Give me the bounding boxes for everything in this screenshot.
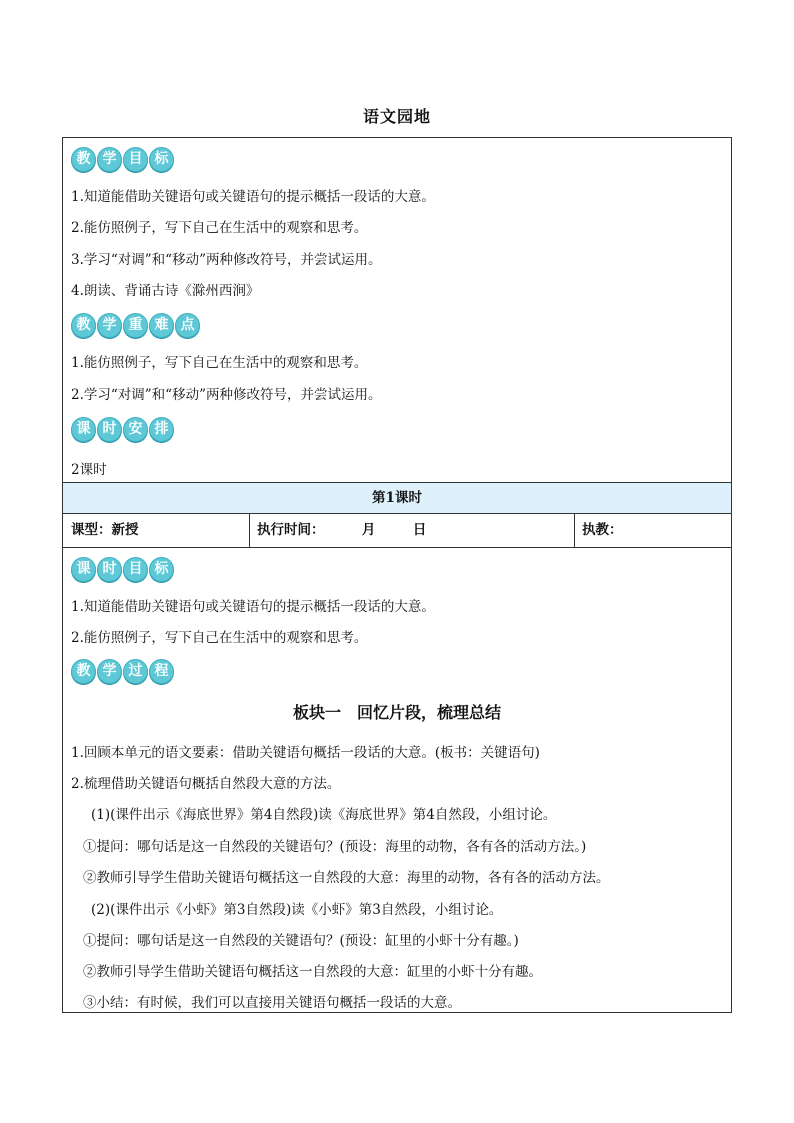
process-line-8: ②教师引导学生借助关键语句概括这一自然段的大意：缸里的小虾十分有趣。 [83, 964, 542, 980]
page-title: 语文园地 [362, 107, 431, 126]
badge-char: 学 [97, 313, 122, 338]
badge-char: 排 [149, 417, 174, 442]
badge-char: 时 [97, 557, 122, 582]
block-title: 板块一 回忆片段，梳理总结 [292, 703, 501, 722]
lesson-type: 课型：新授 [71, 522, 139, 538]
lesson-goal-line-2: 2.能仿照例子，写下自己在生活中的观察和思考。 [71, 630, 368, 646]
badge-char: 标 [149, 147, 174, 172]
badge-key-difficulties [71, 313, 200, 339]
process-line-1: 1.回顾本单元的语文要素：借助关键语句概括一段话的大意。(板书：关键语句) [71, 745, 540, 761]
process-line-2: 2.梳理借助关键语句概括自然段大意的方法。 [71, 776, 341, 792]
badge-char: 学 [97, 659, 122, 684]
badge-teaching-goals [71, 147, 174, 173]
execution-time-label: 执行时间： [257, 522, 325, 538]
process-line-7: ①提问：哪句话是这一自然段的关键语句？(预设：缸里的小虾十分有趣。) [83, 933, 519, 949]
badge-char: 课 [71, 417, 96, 442]
goal-line-2: 2.能仿照例子，写下自己在生活中的观察和思考。 [71, 220, 368, 236]
process-line-5: ②教师引导学生借助关键语句概括这一自然段的大意：海里的动物，各有各的活动方法。 [83, 870, 610, 886]
badge-char: 教 [71, 147, 96, 172]
divider [63, 547, 731, 548]
badge-teaching-process [71, 659, 174, 685]
teacher: 执教： [582, 522, 623, 538]
month-label: 月 [361, 522, 376, 538]
process-line-9: ③小结：有时候，我们可以直接用关键语句概括一段话的大意。 [83, 995, 461, 1011]
badge-lesson-goals [71, 557, 174, 583]
badge-char: 过 [123, 659, 148, 684]
day-label: 日 [412, 522, 427, 538]
lesson-goal-line-1: 1.知道能借助关键语句或关键语句的提示概括一段话的大意。 [71, 599, 435, 615]
badge-char: 教 [71, 313, 96, 338]
badge-char: 点 [175, 313, 200, 338]
badge-char: 标 [149, 557, 174, 582]
goal-line-4: 4.朗读、背诵古诗《滁州西涧》 [71, 283, 260, 299]
process-line-3: (1)(课件出示《海底世界》第4自然段)读《海底世界》第4自然段，小组讨论。 [91, 807, 557, 823]
lesson-plan-table [62, 137, 732, 1013]
difficulty-line-2: 2.学习“对调”和“移动”两种修改符号，并尝试运用。 [71, 387, 382, 403]
badge-char: 目 [123, 147, 148, 172]
execution-time [249, 513, 574, 547]
schedule-line: 2课时 [71, 462, 107, 478]
difficulty-line-1: 1.能仿照例子，写下自己在生活中的观察和思考。 [71, 355, 368, 371]
goal-line-3: 3.学习“对调”和“移动”两种修改符号，并尝试运用。 [71, 252, 382, 268]
badge-char: 程 [149, 659, 174, 684]
badge-char: 课 [71, 557, 96, 582]
badge-char: 学 [97, 147, 122, 172]
badge-schedule [71, 417, 174, 443]
badge-char: 重 [123, 313, 148, 338]
badge-char: 教 [71, 659, 96, 684]
process-line-4: ①提问：哪句话是这一自然段的关键语句？(预设：海里的动物，各有各的活动方法。) [83, 839, 587, 855]
badge-char: 难 [149, 313, 174, 338]
badge-char: 安 [123, 417, 148, 442]
badge-char: 时 [97, 417, 122, 442]
process-line-6: (2)(课件出示《小虾》第3自然段)读《小虾》第3自然段，小组讨论。 [91, 902, 503, 918]
goal-line-1: 1.知道能借助关键语句或关键语句的提示概括一段话的大意。 [71, 189, 435, 205]
lesson-header: 第1课时 [63, 483, 731, 513]
badge-char: 目 [123, 557, 148, 582]
